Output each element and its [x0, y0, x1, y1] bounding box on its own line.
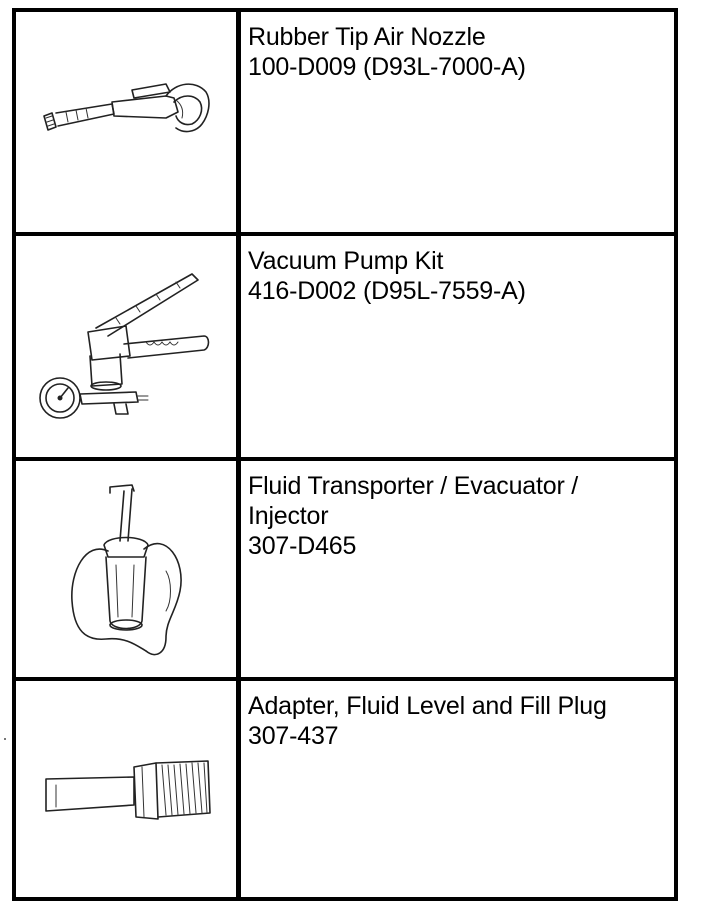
tool-part-number: 307-D465 — [248, 532, 357, 560]
illustration-cell — [16, 236, 236, 457]
column-divider — [236, 461, 241, 677]
column-divider — [236, 236, 241, 457]
tool-part-number: 100-D009 (D93L-7000-A) — [248, 53, 526, 81]
tool-part-number: 307-437 — [248, 722, 339, 750]
tool-name: Rubber Tip Air Nozzle — [248, 23, 486, 51]
fill-plug-adapter-icon — [16, 681, 236, 897]
illustration-cell — [16, 461, 236, 677]
table-row — [16, 12, 674, 232]
tool-name: Adapter, Fluid Level and Fill Plug — [248, 692, 607, 720]
special-tools-table — [12, 8, 678, 901]
vacuum-pump-icon — [16, 236, 236, 457]
illustration-cell — [16, 12, 236, 232]
table-row — [16, 236, 674, 457]
tool-name: Vacuum Pump Kit — [248, 247, 444, 275]
scan-speck — [4, 738, 6, 740]
table-row — [16, 461, 674, 677]
column-divider — [236, 12, 241, 232]
air-nozzle-icon — [16, 12, 236, 232]
table-row — [16, 681, 674, 897]
tool-part-number: 416-D002 (D95L-7559-A) — [248, 277, 526, 305]
column-divider — [236, 681, 241, 897]
fluid-transporter-icon — [16, 461, 236, 677]
illustration-cell — [16, 681, 236, 897]
tool-name: Fluid Transporter / Evacuator / Injector — [248, 472, 579, 530]
